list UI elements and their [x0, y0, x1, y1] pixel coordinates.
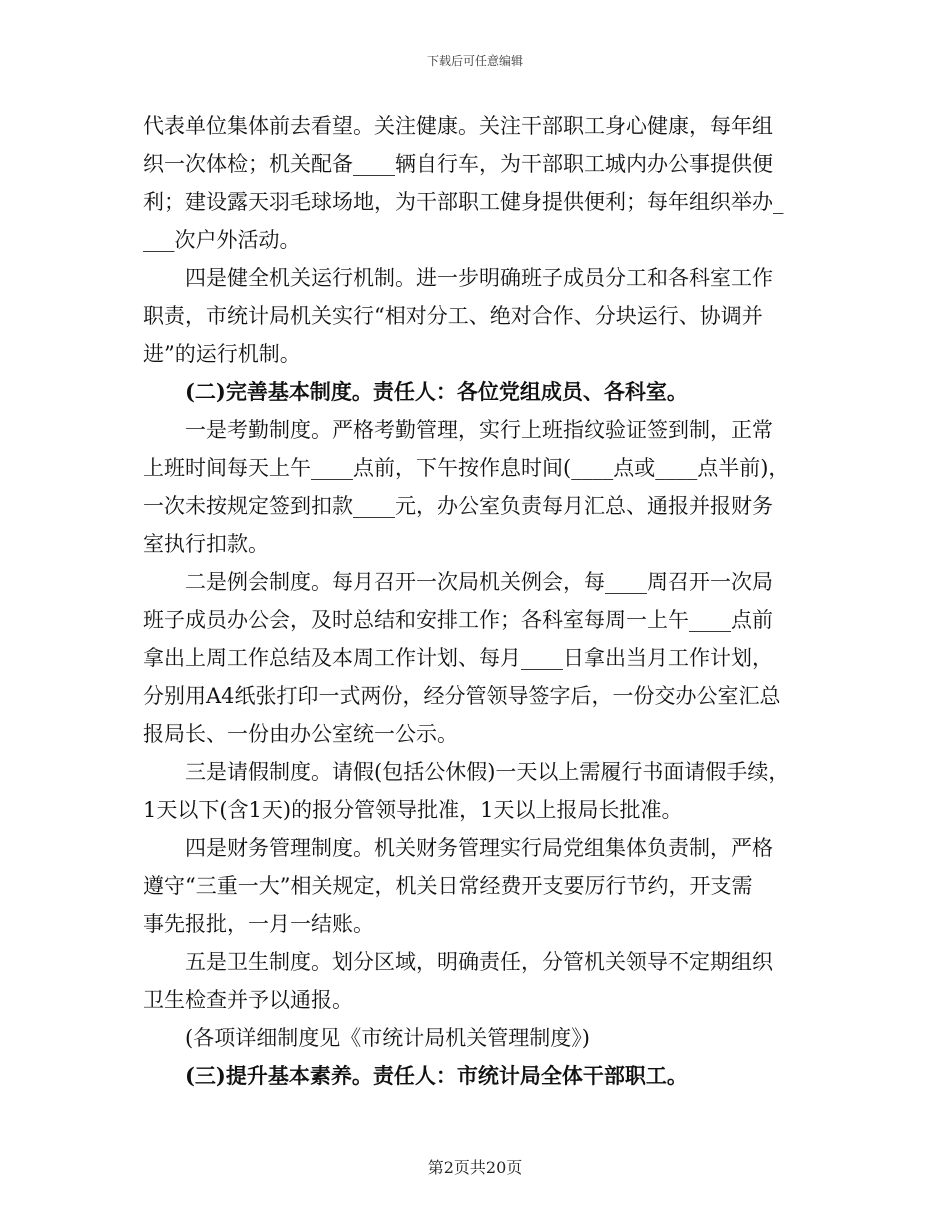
- line-text: 卫生检查并予以通报。: [143, 988, 353, 1012]
- text-line: [143, 715, 808, 753]
- text-line: [143, 335, 808, 373]
- line-text: 四是健全机关运行机制。进一步明确班子成员分工和各科室工作: [185, 266, 773, 290]
- line-text: 分别用A4纸张打印一式两份，经分管领导签字后，一份交办公室汇总: [143, 684, 781, 708]
- line-text: 遵守“三重一大”相关规定，机关日常经费开支要厉行节约，开支需: [143, 874, 753, 898]
- line-text: 代表单位集体前去看望。关注健康。关注干部职工身心健康，每年组: [143, 114, 773, 138]
- text-line: [143, 753, 808, 791]
- text-line: [143, 145, 808, 183]
- line-text: (各项详细制度见《市统计局机关管理制度》): [185, 1026, 590, 1050]
- text-line: [143, 601, 808, 639]
- line-text: 四是财务管理制度。机关财务管理实行局党组集体负责制，严格: [185, 836, 773, 860]
- text-line: [143, 259, 808, 297]
- line-text: 拿出上周工作总结及本周工作计划、每月____日拿出当月工作计划，: [143, 646, 773, 670]
- text-line: [143, 563, 808, 601]
- line-text: ___次户外活动。: [143, 228, 301, 252]
- text-line: [143, 905, 808, 943]
- line-text: 室执行扣款。: [143, 532, 269, 556]
- line-text: (二)完善基本制度。责任人：各位党组成员、各科室。: [185, 379, 688, 404]
- text-line: [143, 943, 808, 981]
- line-text: 班子成员办公会，及时总结和安排工作；各科室每周一上午____点前: [143, 608, 773, 632]
- line-text: (三)提升基本素养。责任人：市统计局全体干部职工。: [185, 1063, 688, 1088]
- line-text: 利；建设露天羽毛球场地，为干部职工健身提供便利；每年组织举办_: [143, 190, 784, 214]
- section-heading: [143, 373, 808, 411]
- text-line: [143, 411, 808, 449]
- section-heading: [143, 1057, 808, 1095]
- text-line: [143, 1019, 808, 1057]
- text-line: [143, 677, 808, 715]
- line-text: 报局长、一份由办公室统一公示。: [143, 722, 458, 746]
- text-line: [143, 867, 808, 905]
- line-text: 二是例会制度。每月召开一次局机关例会，每____周召开一次局: [185, 570, 773, 594]
- text-line: [143, 221, 808, 259]
- text-line: [143, 791, 808, 829]
- text-line: [143, 183, 808, 221]
- line-text: 一次未按规定签到扣款____元，办公室负责每月汇总、通报并报财务: [143, 494, 773, 518]
- text-line: [143, 829, 808, 867]
- line-text: 1天以下(含1天)的报分管领导批准，1天以上报局长批准。: [143, 798, 683, 822]
- line-text: 职责，市统计局机关实行“相对分工、绝对合作、分块运行、协调并: [143, 304, 763, 328]
- text-line: [143, 297, 808, 335]
- line-text: 上班时间每天上午____点前，下午按作息时间(____点或____点半前)，: [143, 456, 790, 480]
- text-line: [143, 639, 808, 677]
- line-text: 五是卫生制度。划分区域，明确责任，分管机关领导不定期组织: [185, 950, 773, 974]
- text-line: [143, 107, 808, 145]
- line-text: 事先报批，一月一结账。: [143, 912, 374, 936]
- line-text: 织一次体检；机关配备____辆自行车，为干部职工城内办公事提供便: [143, 152, 773, 176]
- page-footer: 第2页共20页: [427, 1158, 523, 1177]
- line-text: 进”的运行机制。: [143, 342, 301, 366]
- document-body: [143, 107, 808, 1095]
- text-line: [143, 525, 808, 563]
- text-line: [143, 449, 808, 487]
- text-line: [143, 487, 808, 525]
- line-text: 三是请假制度。请假(包括公休假)一天以上需履行书面请假手续，: [185, 760, 790, 784]
- page-header: 下载后可任意编辑: [426, 54, 523, 68]
- text-line: [143, 981, 808, 1019]
- line-text: 一是考勤制度。严格考勤管理，实行上班指纹验证签到制，正常: [185, 418, 773, 442]
